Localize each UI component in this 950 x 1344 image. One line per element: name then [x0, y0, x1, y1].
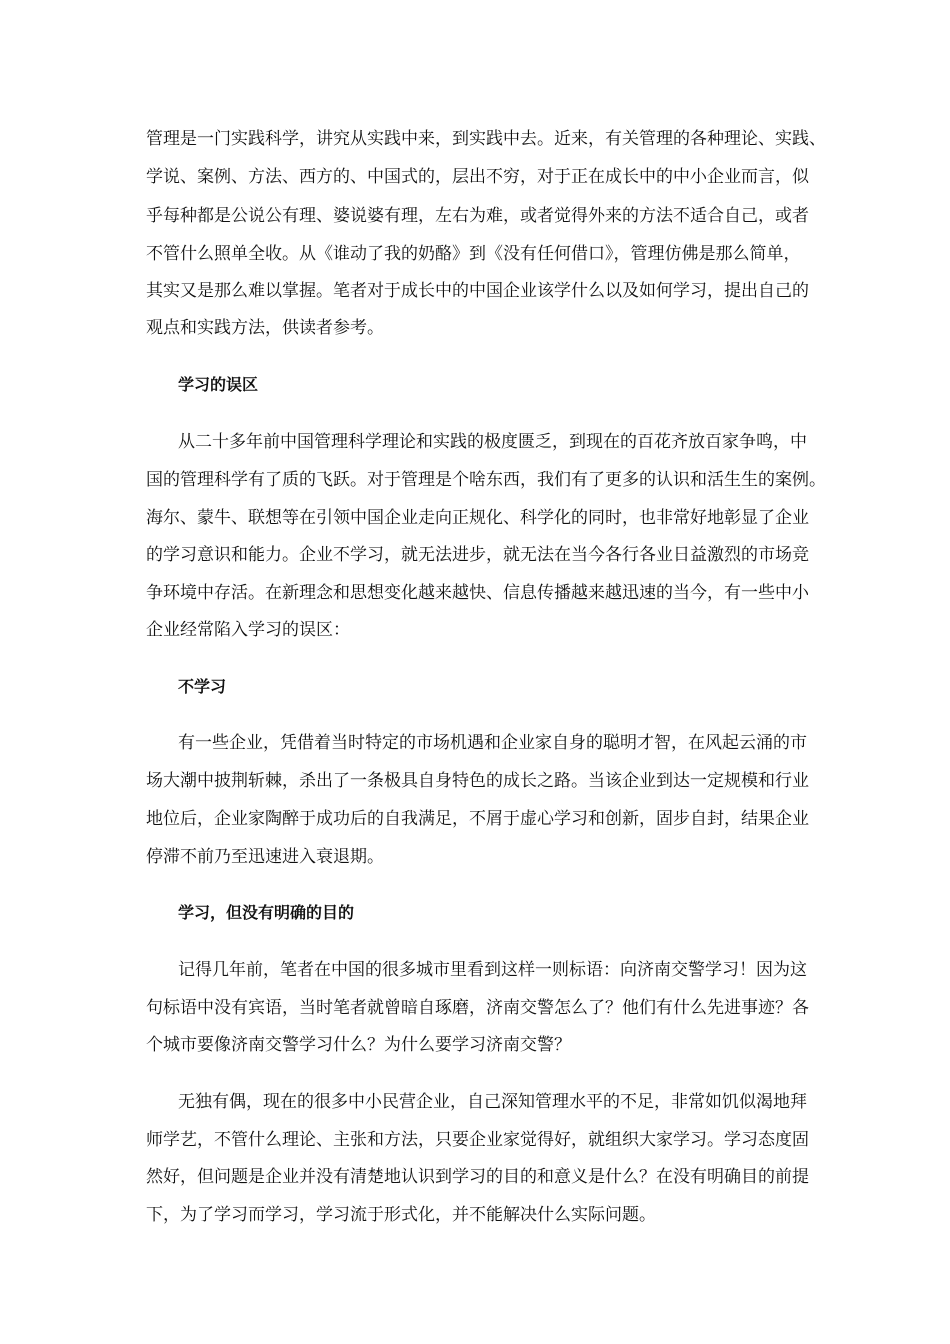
text-line: 地位后，企业家陶醉于成功后的自我满足，不屑于虚心学习和创新，固步自封，结果企业	[146, 809, 809, 829]
text-line: 停滞不前乃至迅速进入衰退期。	[146, 847, 384, 867]
text-line: 其实又是那么难以掌握。笔者对于成长中的中国企业该学什么以及如何学习，提出自己的	[146, 281, 809, 301]
text-line: 无独有偶，现在的很多中小民营企业，自己深知管理水平的不足，非常如饥似渴地拜	[178, 1092, 807, 1112]
text-line: 企业经常陷入学习的误区：	[146, 620, 350, 640]
text-line: 不管什么照单全收。从《谁动了我的奶酪》到《没有任何借口》，管理仿佛是那么简单，	[146, 244, 801, 264]
text-line: 下，为了学习而学习，学习流于形式化，并不能解决什么实际问题。	[146, 1205, 656, 1225]
text-line: 记得几年前，笔者在中国的很多城市里看到这样一则标语：向济南交警学习！因为这	[178, 960, 807, 980]
text-line: 句标语中没有宾语，当时笔者就曾暗自琢磨，济南交警怎么了？他们有什么先进事迹？各	[146, 998, 809, 1018]
text-line: 学说、案例、方法、西方的、中国式的，层出不穷，对于正在成长中的中小企业而言，似	[146, 167, 809, 187]
text-line: 海尔、蒙牛、联想等在引领中国企业走向正规化、科学化的同时，也非常好地彰显了企业	[146, 508, 809, 528]
text-line: 乎每种都是公说公有理、婆说婆有理，左右为难，或者觉得外来的方法不适合自己，或者	[146, 206, 809, 226]
text-line: 场大潮中披荆斩棘，杀出了一条极具自身特色的成长之路。当该企业到达一定规模和行业	[146, 771, 809, 791]
text-line: 然好，但问题是企业并没有清楚地认识到学习的目的和意义是什么？在没有明确目的前提	[146, 1167, 809, 1187]
text-line: 观点和实践方法，供读者参考。	[146, 318, 384, 338]
section-heading: 学习的误区	[178, 375, 259, 394]
section-heading: 学习，但没有明确的目的	[178, 903, 355, 922]
text-line: 国的管理科学有了质的飞跃。对于管理是个啥东西，我们有了更多的认识和活生生的案例。	[146, 470, 826, 490]
text-line: 有一些企业，凭借着当时特定的市场机遇和企业家自身的聪明才智，在风起云涌的市	[178, 733, 807, 753]
section-heading: 不学习	[178, 677, 227, 696]
text-line: 从二十多年前中国管理科学理论和实践的极度匮乏，到现在的百花齐放百家争鸣，中	[178, 432, 807, 452]
text-line: 的学习意识和能力。企业不学习，就无法进步，就无法在当今各行各业日益激烈的市场竞	[146, 545, 809, 565]
text-line: 争环境中存活。在新理念和思想变化越来越快、信息传播越来越迅速的当今，有一些中小	[146, 583, 809, 603]
text-line: 个城市要像济南交警学习什么？为什么要学习济南交警？	[146, 1035, 571, 1055]
text-line: 管理是一门实践科学，讲究从实践中来，到实践中去。近来，有关管理的各种理论、实践、	[146, 129, 826, 149]
text-line: 师学艺，不管什么理论、主张和方法，只要企业家觉得好，就组织大家学习。学习态度固	[146, 1130, 809, 1150]
